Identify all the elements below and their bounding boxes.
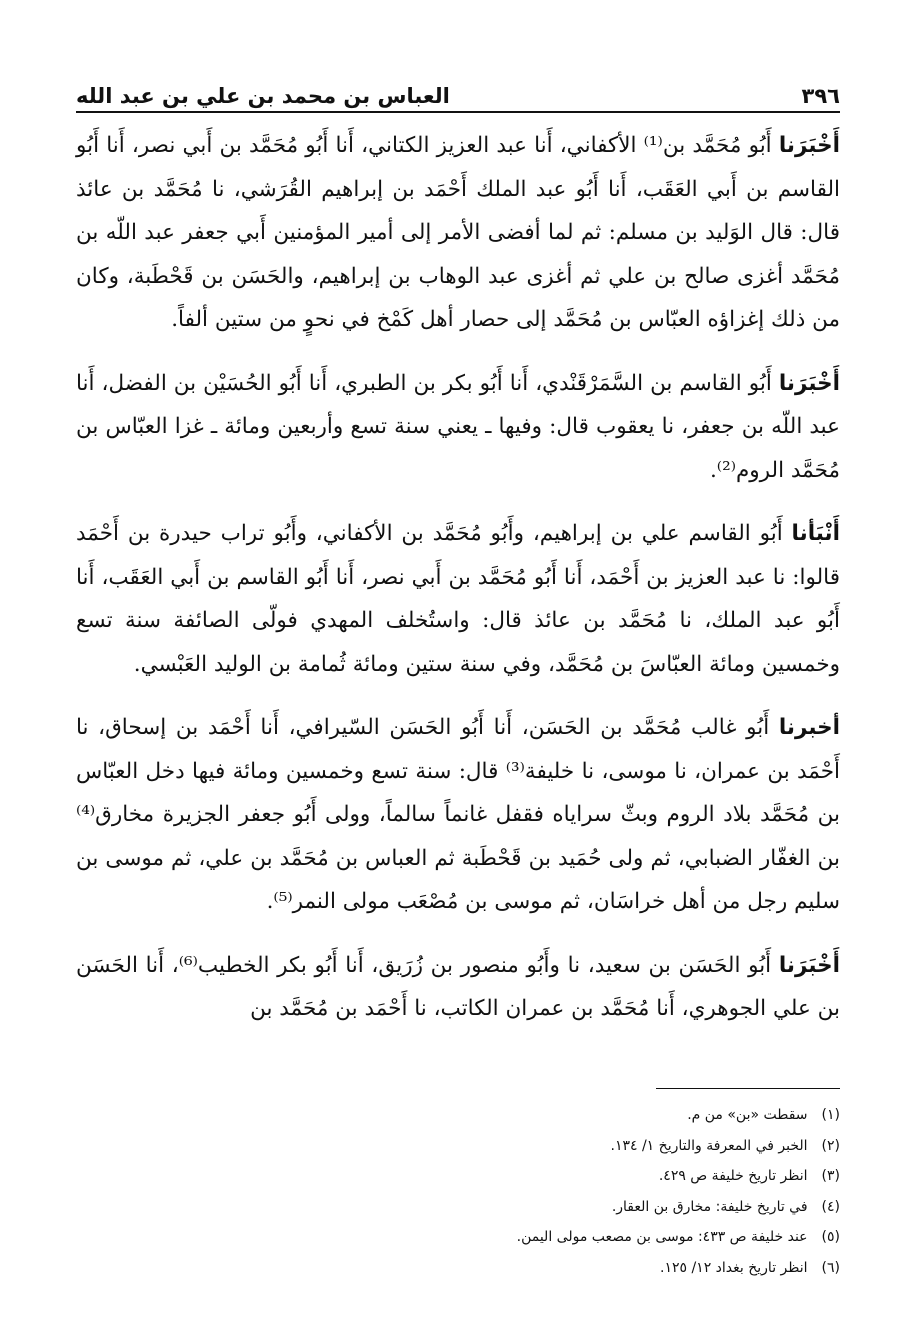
isnad-lead: أَخْبَرَنا xyxy=(778,133,840,158)
footnote-text: انظر تاريخ بغداد ١٢/ ١٢٥. xyxy=(659,1259,808,1276)
footnotes xyxy=(76,1100,840,1283)
footnote-number: (٥) xyxy=(821,1229,840,1245)
footnote-text: في تاريخ خليفة: مخارق بن العقار. xyxy=(611,1198,808,1215)
footnote-text: انظر تاريخ خليفة ص ٤٢٩. xyxy=(658,1168,808,1184)
paragraph xyxy=(76,512,840,686)
paragraph xyxy=(76,706,840,924)
footnote xyxy=(76,1253,840,1284)
isnad-lead: أخبرنا xyxy=(778,715,840,740)
header-rule xyxy=(76,111,840,113)
paragraph xyxy=(76,124,840,342)
footnote-text: سقطت «بن» من م. xyxy=(687,1107,808,1123)
footnote-number: (٦) xyxy=(821,1259,840,1276)
footnote-text: عند خليفة ص ٤٣٣: موسى بن مصعب مولى اليمن. xyxy=(516,1229,808,1245)
running-title: العباس بن محمد بن علي بن عبد الله xyxy=(76,84,450,108)
isnad-lead: أَخْبَرَنا xyxy=(778,952,840,978)
paragraph xyxy=(76,362,840,493)
main-text xyxy=(76,124,840,1051)
running-header xyxy=(76,68,840,108)
paragraph xyxy=(76,944,840,1031)
footnote-rule xyxy=(656,1088,840,1089)
paragraph-text: أَبُو مُحَمَّد بن⁽¹⁾ الأكفاني، أَنا عبد العزيز الكتاني، أَنا أَبُو مُحَمَّد بن أَبي نصر، أَنا أَبُو القاسم بن أَبي العَقَب، أَنا أَبُو عبد الملك أَحْمَد بن إبراهيم القُرَشي، نا مُحَمَّد بن عائذ قال: قال الوَليد بن مسلم: ثم لما أفضى الأمر إلى أمير المؤمنين أَبي جعفر عبد اللّه بن مُحَمَّد أغزى صالح بن علي ثم أغزى عبد الوهاب بن إبراهيم، والحَسَن بن قَحْطَبة، وكان من ذلك إغزاؤه العبّاس بن مُحَمَّد إلى حصار أهل كَمْخ في نحوٍ من ستين ألفاً. xyxy=(76,133,840,332)
page-number: ٣٩٦ xyxy=(801,84,840,108)
footnote xyxy=(76,1161,840,1192)
paragraph-text: أَبُو الحَسَن بن سعيد، نا وأَبُو منصور بن زُرَيق، أَنا أَبُو بكر الخطيب⁽⁶⁾، أَنا الحَسَن بن علي الجوهري، أَنا مُحَمَّد بن عمران الكاتب، نا أَحْمَد بن مُحَمَّد بن xyxy=(76,952,840,1021)
paragraph-text: أَبُو غالب مُحَمَّد بن الحَسَن، أَنا أَبُو الحَسَن السّيرافي، أَنا أَحْمَد بن إسحاق، نا أَحْمَد بن عمران، نا موسى، نا خليفة⁽³⁾ قال: سنة تسع وخمسين ومائة فيها دخل العبّاس بن مُحَمَّد بلاد الروم وبثّ سراياه فقفل غانماً سالماً، وولى أَبُو جعفر الجزيرة مخارق⁽⁴⁾ بن الغفّار الضبابي، ثم ولى حُمَيد بن قَحْطَبة ثم العباس بن مُحَمَّد بن علي، ثم موسى بن سليم رجل من أهل خراسَان، ثم موسى بن مُصْعَب مولى النمر⁽⁵⁾. xyxy=(76,715,840,914)
isnad-lead: أَنْبَأنا xyxy=(791,521,840,546)
footnote xyxy=(76,1192,840,1223)
footnote-number: (١) xyxy=(821,1107,840,1123)
footnote-number: (٤) xyxy=(821,1198,840,1215)
footnote xyxy=(76,1222,840,1253)
paragraph-text: أَبُو القاسم بن السَّمَرْقَنْدي، أَنا أَبُو بكر بن الطبري، أَنا أَبُو الحُسَيْن بن الفضل، أَنا عبد اللّه بن جعفر، نا يعقوب قال: وفيها ـ يعني سنة تسع وأربعين ومائة ـ غزا العبّاس بن مُحَمَّد الروم⁽²⁾. xyxy=(76,370,840,483)
footnote-number: (٢) xyxy=(821,1137,840,1154)
footnote-text: الخبر في المعرفة والتاريخ ١/ ١٣٤. xyxy=(610,1137,808,1154)
footnote-number: (٣) xyxy=(821,1168,840,1184)
footnote xyxy=(76,1131,840,1162)
isnad-lead: أَخْبَرَنا xyxy=(778,370,840,396)
footnote xyxy=(76,1100,840,1131)
paragraph-text: أَبُو القاسم علي بن إبراهيم، وأَبُو مُحَمَّد بن الأكفاني، وأَبُو تراب حيدرة بن أَحْمَد قالوا: نا عبد العزيز بن أَحْمَد، أَنا أَبُو مُحَمَّد بن أَبي نصر، أَنا أَبُو القاسم بن أَبي العَقَب، أَنا أَبُو عبد الملك، نا مُحَمَّد بن عائذ قال: واستُخلف المهدي فولّى الصائفة سنة تسع وخمسين ومائة العبّاسَ بن مُحَمَّد، وفي سنة ستين ومائة ثُمامة بن الوليد العَبْسي. xyxy=(76,521,840,677)
